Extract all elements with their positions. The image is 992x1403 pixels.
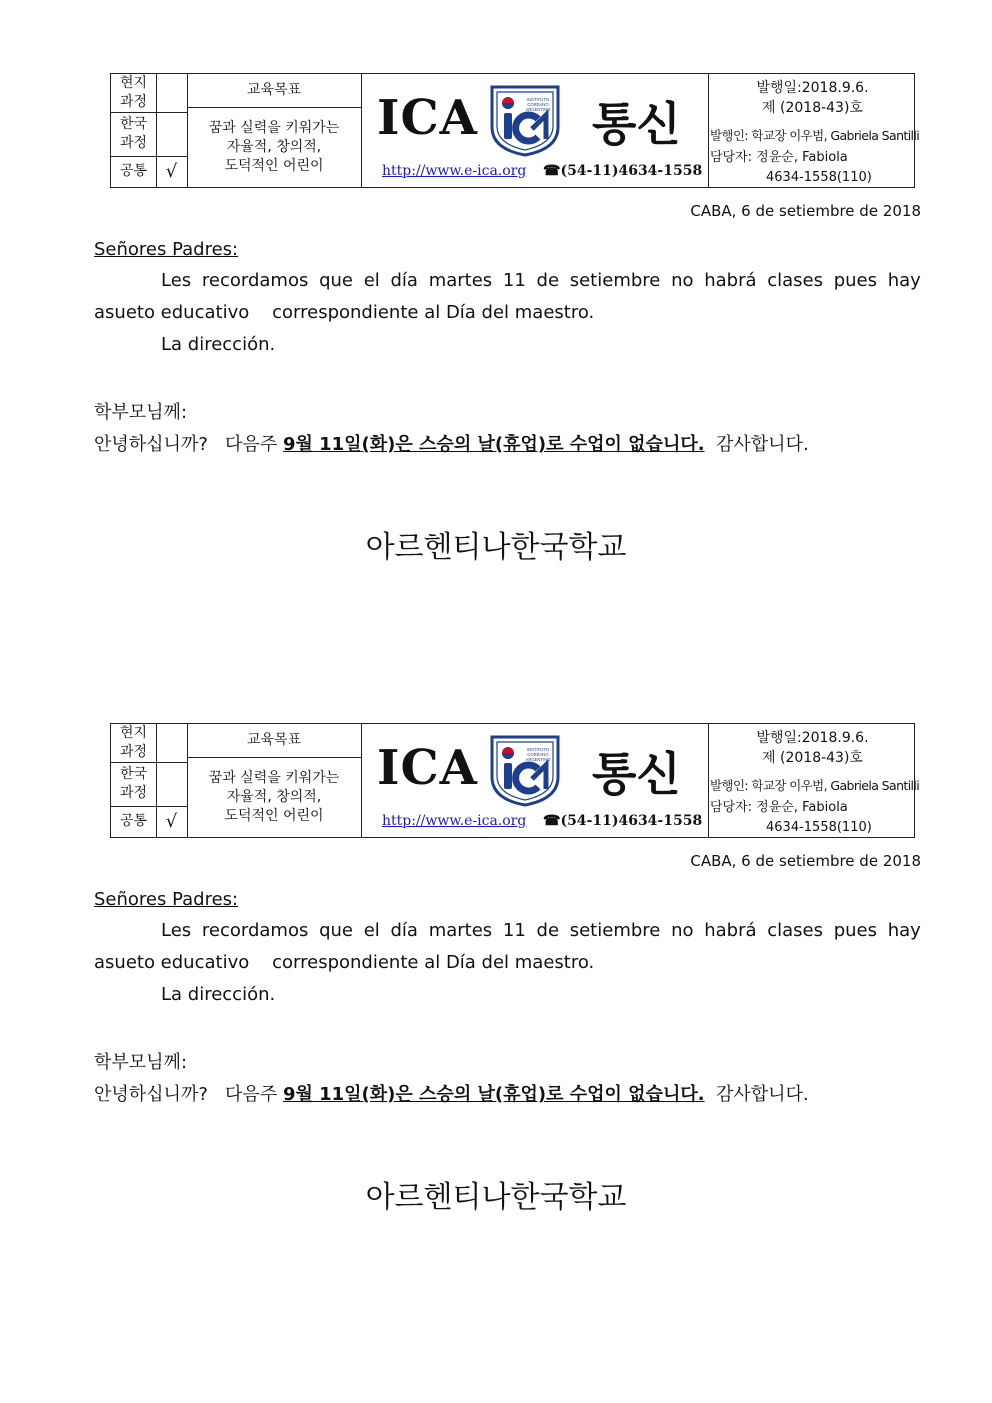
body-ko-notice: 9월 11일(화)은 스승의 날(휴업)로 수업이 없습니다. <box>282 1084 705 1105</box>
manager-phone: 4634-1558(110) <box>766 169 872 185</box>
website-link[interactable]: http://www.e-ica.org <box>382 813 527 829</box>
body-ko-intro: 안녕하십니까? 다음주 <box>94 1084 283 1105</box>
brand-name: ICA <box>377 90 478 146</box>
body-es-word: que <box>319 270 353 291</box>
phone-number: ☎(54-11)4634-1558 <box>543 163 703 179</box>
body-es-word: día <box>390 920 418 941</box>
course-local-label: 현지 과정 <box>119 75 148 110</box>
check-icon: √ <box>165 161 178 182</box>
sign-es: La dirección. <box>161 334 276 355</box>
greeting-es: Señores Padres: <box>94 889 239 910</box>
body-es-word: de <box>536 270 560 291</box>
school-name: 아르헨티나한국학교 <box>365 530 627 565</box>
issue-number: 제 (2018-43)호 <box>762 99 863 116</box>
svg-text:INSTITUTO: INSTITUTO <box>526 97 550 102</box>
svg-text:ARGENTINO: ARGENTINO <box>525 107 551 112</box>
ica-logo-icon <box>488 83 562 157</box>
body-es-line1 <box>161 270 921 291</box>
publisher: 발행인: 학교장 이우범, Gabriela Santilli <box>710 127 920 143</box>
brand-title: 통신 <box>592 97 681 151</box>
course-common-label: 공통 <box>119 163 148 179</box>
issue-number: 제 (2018-43)호 <box>762 749 863 766</box>
manager: 담당자: 정윤순, Fabiola <box>710 799 848 815</box>
body-ko <box>94 1080 809 1106</box>
body-es-word: 11 <box>502 920 526 941</box>
body-ko-thanks: 감사합니다. <box>704 1084 809 1105</box>
body-es-line2: asueto educativo correspondiente al Día del maestro. <box>94 952 595 973</box>
body-es-word: no <box>671 920 694 941</box>
website-link[interactable]: http://www.e-ica.org <box>382 163 527 179</box>
body-es-word: día <box>390 270 418 291</box>
course-common-label: 공통 <box>119 813 148 829</box>
body-es-word: martes <box>428 270 493 291</box>
issue-date: 발행일:2018.9.6. <box>756 729 869 746</box>
course-korean-label: 한국 과정 <box>119 766 148 801</box>
course-korean-label: 한국 과정 <box>119 116 148 151</box>
letter-date: CABA, 6 de setiembre de 2018 <box>690 852 921 870</box>
ica-logo-icon <box>488 733 562 807</box>
body-es-word: 11 <box>502 270 526 291</box>
school-name: 아르헨티나한국학교 <box>365 1180 627 1215</box>
course-local-label: 현지 과정 <box>119 725 148 760</box>
body-es-word: martes <box>428 920 493 941</box>
svg-text:COREANO: COREANO <box>527 102 549 107</box>
body-es-word: Les <box>161 270 192 291</box>
issue-date: 발행일:2018.9.6. <box>756 79 869 96</box>
svg-text:COREANO: COREANO <box>527 752 549 757</box>
manager-phone: 4634-1558(110) <box>766 819 872 835</box>
body-es-word: hay <box>887 270 921 291</box>
goal-label: 교육목표 <box>246 82 302 98</box>
greeting-ko: 학부모님께: <box>94 402 188 423</box>
brand-name: ICA <box>377 740 478 796</box>
svg-text:INSTITUTO: INSTITUTO <box>526 747 550 752</box>
body-es-word: setiembre <box>569 270 661 291</box>
body-es-word: de <box>536 920 560 941</box>
body-es-word: que <box>319 920 353 941</box>
body-es-word: pues <box>833 270 878 291</box>
body-es-word: Les <box>161 920 192 941</box>
body-es-word: pues <box>833 920 878 941</box>
notice-bottom <box>0 650 992 1300</box>
body-es-word: setiembre <box>569 920 661 941</box>
body-es-word: clases <box>767 270 823 291</box>
body-es-word: recordamos <box>201 920 309 941</box>
body-es-line1 <box>161 920 921 941</box>
publisher: 발행인: 학교장 이우범, Gabriela Santilli <box>710 777 920 793</box>
notice-top <box>0 0 992 650</box>
body-ko-notice: 9월 11일(화)은 스승의 날(휴업)로 수업이 없습니다. <box>282 434 705 455</box>
body-es-word: el <box>363 270 380 291</box>
greeting-ko: 학부모님께: <box>94 1052 188 1073</box>
body-es-word: clases <box>767 920 823 941</box>
body-es-word: el <box>363 920 380 941</box>
letter-date: CABA, 6 de setiembre de 2018 <box>690 202 921 220</box>
body-es-word: habrá <box>704 270 757 291</box>
body-ko-thanks: 감사합니다. <box>704 434 809 455</box>
body-es-word: habrá <box>704 920 757 941</box>
body-es-word: hay <box>887 920 921 941</box>
goal-label: 교육목표 <box>246 732 302 748</box>
greeting-es: Señores Padres: <box>94 239 239 260</box>
phone-number: ☎(54-11)4634-1558 <box>543 813 703 829</box>
brand-title: 통신 <box>592 747 681 801</box>
body-es-line2: asueto educativo correspondiente al Día del maestro. <box>94 302 595 323</box>
sign-es: La dirección. <box>161 984 276 1005</box>
svg-text:ARGENTINO: ARGENTINO <box>525 757 551 762</box>
body-es-word: no <box>671 270 694 291</box>
goal-text: 꿈과 실력을 키워가는 자율적, 창의적, 도덕적인 어린이 <box>208 769 340 824</box>
body-es-word: recordamos <box>201 270 309 291</box>
check-icon: √ <box>165 811 178 832</box>
goal-text: 꿈과 실력을 키워가는 자율적, 창의적, 도덕적인 어린이 <box>208 119 340 174</box>
manager: 담당자: 정윤순, Fabiola <box>710 149 848 165</box>
body-ko-intro: 안녕하십니까? 다음주 <box>94 434 283 455</box>
body-ko <box>94 430 809 456</box>
